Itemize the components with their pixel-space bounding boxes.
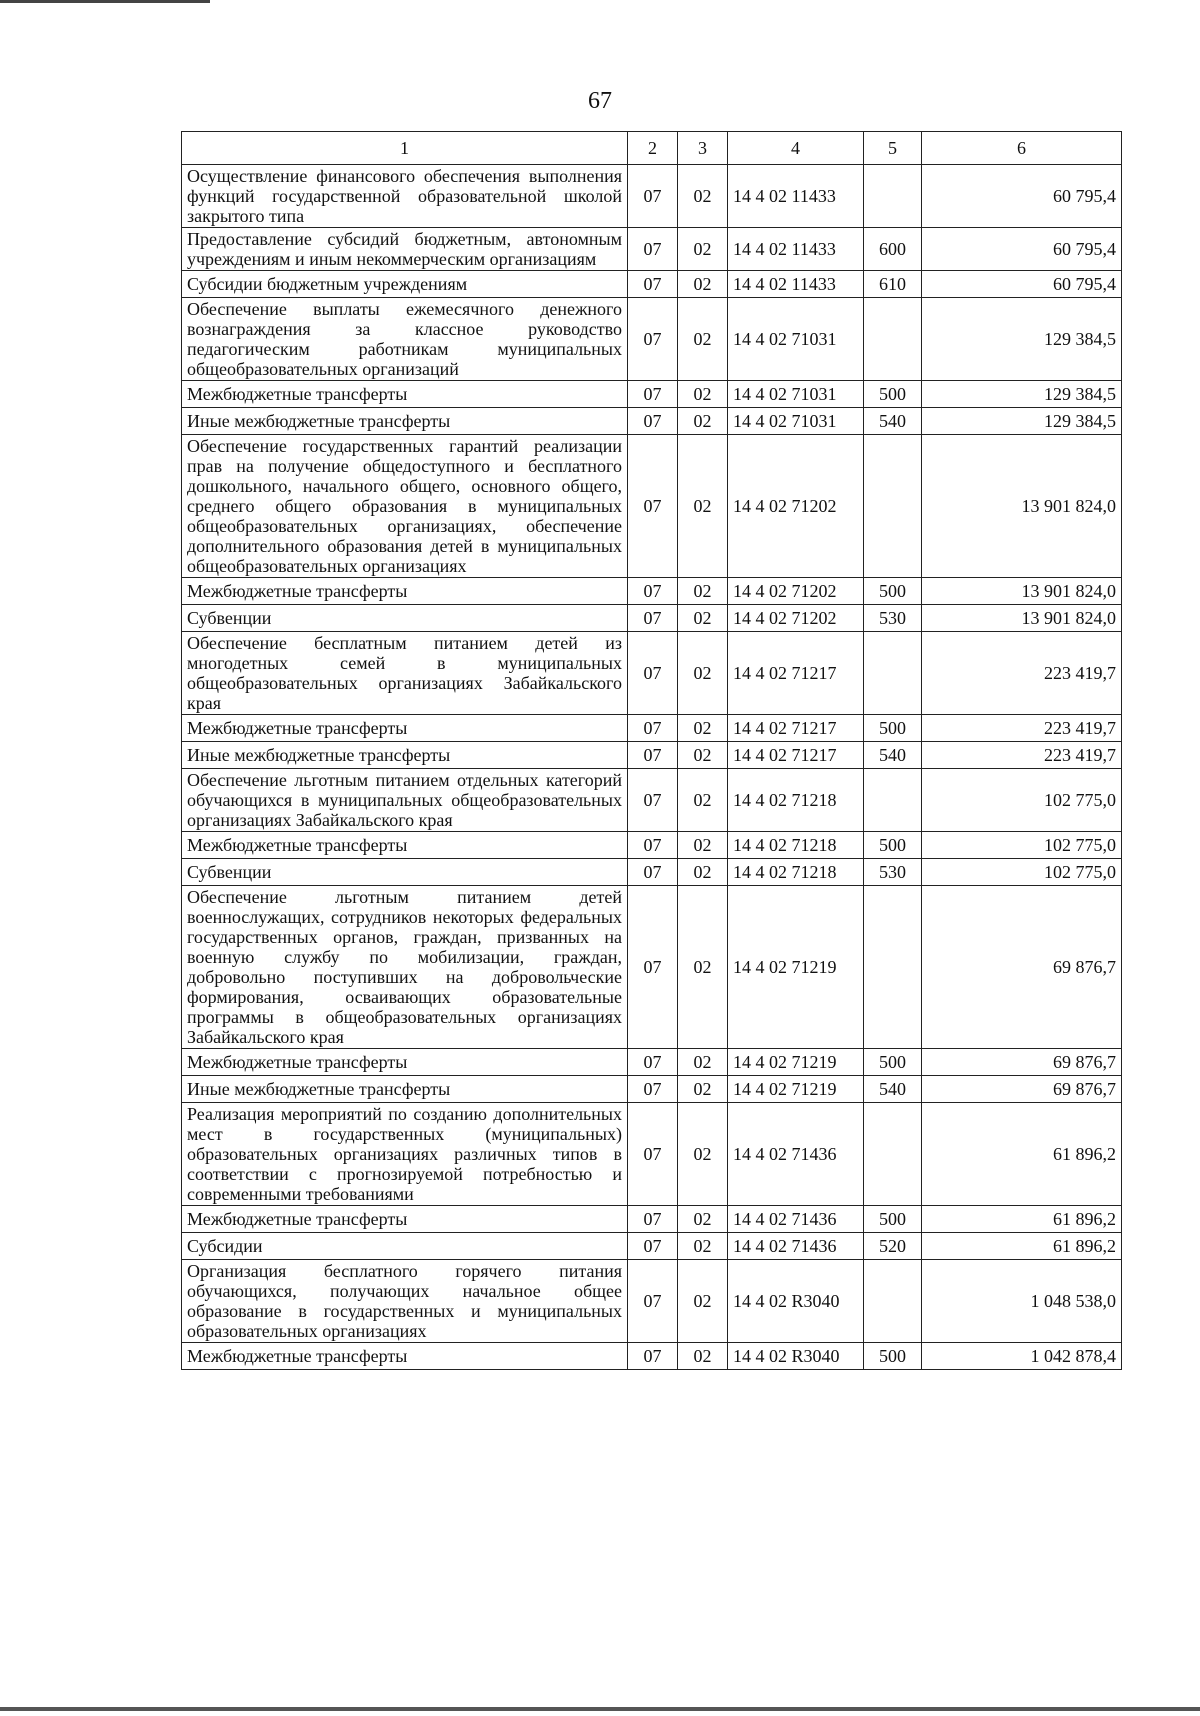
subsection-code-cell: 02 bbox=[678, 859, 728, 886]
amount-cell: 223 419,7 bbox=[922, 632, 1122, 715]
row-name-cell: Иные межбюджетные трансферты bbox=[182, 742, 628, 769]
table-row bbox=[182, 605, 1122, 632]
subsection-code-cell: 02 bbox=[678, 408, 728, 435]
target-article-cell: 14 4 02 71202 bbox=[728, 435, 864, 578]
expense-type-cell: 500 bbox=[864, 1049, 922, 1076]
table-row bbox=[182, 715, 1122, 742]
subsection-code-cell: 02 bbox=[678, 271, 728, 298]
subsection-code-cell: 02 bbox=[678, 742, 728, 769]
expense-type-cell: 500 bbox=[864, 578, 922, 605]
target-article-cell: 14 4 02 R3040 bbox=[728, 1343, 864, 1370]
amount-cell: 61 896,2 bbox=[922, 1233, 1122, 1260]
table-row bbox=[182, 859, 1122, 886]
table-row bbox=[182, 578, 1122, 605]
table-row bbox=[182, 832, 1122, 859]
table-row bbox=[182, 381, 1122, 408]
target-article-cell: 14 4 02 11433 bbox=[728, 271, 864, 298]
amount-cell: 60 795,4 bbox=[922, 228, 1122, 271]
subsection-code-cell: 02 bbox=[678, 1233, 728, 1260]
subsection-code-cell: 02 bbox=[678, 578, 728, 605]
subsection-code-cell: 02 bbox=[678, 632, 728, 715]
target-article-cell: 14 4 02 R3040 bbox=[728, 1260, 864, 1343]
amount-cell: 61 896,2 bbox=[922, 1103, 1122, 1206]
row-name-cell: Межбюджетные трансферты bbox=[182, 578, 628, 605]
amount-cell: 69 876,7 bbox=[922, 1076, 1122, 1103]
section-code-cell: 07 bbox=[628, 1233, 678, 1260]
target-article-cell: 14 4 02 71218 bbox=[728, 832, 864, 859]
expense-type-cell: 500 bbox=[864, 715, 922, 742]
row-name-cell: Межбюджетные трансферты bbox=[182, 1343, 628, 1370]
target-article-cell: 14 4 02 71219 bbox=[728, 886, 864, 1049]
subsection-code-cell: 02 bbox=[678, 605, 728, 632]
expense-type-cell: 520 bbox=[864, 1233, 922, 1260]
amount-cell: 223 419,7 bbox=[922, 742, 1122, 769]
subsection-code-cell: 02 bbox=[678, 298, 728, 381]
column-header: 5 bbox=[864, 132, 922, 165]
table-header-row bbox=[182, 132, 1122, 165]
row-name-cell: Обеспечение выплаты ежемесячного денежного вознаграждения за классное руководство педагогическим работникам муниципальных общеобразовательных организаций bbox=[182, 298, 628, 381]
amount-cell: 129 384,5 bbox=[922, 408, 1122, 435]
expense-type-cell: 610 bbox=[864, 271, 922, 298]
amount-cell: 60 795,4 bbox=[922, 165, 1122, 228]
amount-cell: 129 384,5 bbox=[922, 298, 1122, 381]
section-code-cell: 07 bbox=[628, 632, 678, 715]
subsection-code-cell: 02 bbox=[678, 435, 728, 578]
expense-type-cell: 540 bbox=[864, 408, 922, 435]
subsection-code-cell: 02 bbox=[678, 832, 728, 859]
column-header: 3 bbox=[678, 132, 728, 165]
expense-type-cell bbox=[864, 165, 922, 228]
row-name-cell: Обеспечение льготным питанием отдельных категорий обучающихся в муниципальных общеобразовательных организациях Забайкальского края bbox=[182, 769, 628, 832]
row-name-cell: Организация бесплатного горячего питания обучающихся, получающих начальное общее образование в государственных и муниципальных образовательных организациях bbox=[182, 1260, 628, 1343]
section-code-cell: 07 bbox=[628, 1343, 678, 1370]
table-row bbox=[182, 1076, 1122, 1103]
section-code-cell: 07 bbox=[628, 435, 678, 578]
row-name-cell: Иные межбюджетные трансферты bbox=[182, 1076, 628, 1103]
table-row bbox=[182, 165, 1122, 228]
target-article-cell: 14 4 02 71436 bbox=[728, 1233, 864, 1260]
expense-type-cell bbox=[864, 632, 922, 715]
table-row bbox=[182, 1049, 1122, 1076]
section-code-cell: 07 bbox=[628, 408, 678, 435]
table-row bbox=[182, 632, 1122, 715]
table-row bbox=[182, 886, 1122, 1049]
row-name-cell: Обеспечение льготным питанием детей военнослужащих, сотрудников некоторых федеральных государственных органов, граждан, призванных на военную службу по мобилизации, граждан, добровольно поступивших на добровольческие формирования, осваивающих образовательные программы в общеобразовательных организациях Забайкальского края bbox=[182, 886, 628, 1049]
row-name-cell: Межбюджетные трансферты bbox=[182, 715, 628, 742]
expense-type-cell bbox=[864, 769, 922, 832]
table-row bbox=[182, 408, 1122, 435]
target-article-cell: 14 4 02 71218 bbox=[728, 859, 864, 886]
expense-type-cell: 500 bbox=[864, 381, 922, 408]
target-article-cell: 14 4 02 71031 bbox=[728, 408, 864, 435]
target-article-cell: 14 4 02 71219 bbox=[728, 1076, 864, 1103]
section-code-cell: 07 bbox=[628, 859, 678, 886]
amount-cell: 223 419,7 bbox=[922, 715, 1122, 742]
target-article-cell: 14 4 02 71217 bbox=[728, 742, 864, 769]
subsection-code-cell: 02 bbox=[678, 1049, 728, 1076]
section-code-cell: 07 bbox=[628, 715, 678, 742]
amount-cell: 13 901 824,0 bbox=[922, 435, 1122, 578]
expense-type-cell: 540 bbox=[864, 1076, 922, 1103]
row-name-cell: Субвенции bbox=[182, 859, 628, 886]
subsection-code-cell: 02 bbox=[678, 228, 728, 271]
target-article-cell: 14 4 02 71217 bbox=[728, 715, 864, 742]
amount-cell: 61 896,2 bbox=[922, 1206, 1122, 1233]
section-code-cell: 07 bbox=[628, 298, 678, 381]
expense-type-cell: 530 bbox=[864, 859, 922, 886]
table-row bbox=[182, 435, 1122, 578]
column-header: 1 bbox=[182, 132, 628, 165]
row-name-cell: Межбюджетные трансферты bbox=[182, 832, 628, 859]
subsection-code-cell: 02 bbox=[678, 715, 728, 742]
table-body bbox=[182, 165, 1122, 1370]
section-code-cell: 07 bbox=[628, 228, 678, 271]
section-code-cell: 07 bbox=[628, 1206, 678, 1233]
amount-cell: 13 901 824,0 bbox=[922, 578, 1122, 605]
section-code-cell: 07 bbox=[628, 605, 678, 632]
section-code-cell: 07 bbox=[628, 832, 678, 859]
row-name-cell: Иные межбюджетные трансферты bbox=[182, 408, 628, 435]
target-article-cell: 14 4 02 11433 bbox=[728, 228, 864, 271]
amount-cell: 129 384,5 bbox=[922, 381, 1122, 408]
expense-type-cell: 500 bbox=[864, 1206, 922, 1233]
target-article-cell: 14 4 02 71219 bbox=[728, 1049, 864, 1076]
target-article-cell: 14 4 02 71202 bbox=[728, 578, 864, 605]
section-code-cell: 07 bbox=[628, 886, 678, 1049]
column-header: 4 bbox=[728, 132, 864, 165]
table-row bbox=[182, 742, 1122, 769]
amount-cell: 1 048 538,0 bbox=[922, 1260, 1122, 1343]
budget-table bbox=[181, 131, 1122, 1370]
amount-cell: 13 901 824,0 bbox=[922, 605, 1122, 632]
target-article-cell: 14 4 02 71202 bbox=[728, 605, 864, 632]
target-article-cell: 14 4 02 71031 bbox=[728, 298, 864, 381]
row-name-cell: Межбюджетные трансферты bbox=[182, 381, 628, 408]
target-article-cell: 14 4 02 71218 bbox=[728, 769, 864, 832]
table-row bbox=[182, 1233, 1122, 1260]
subsection-code-cell: 02 bbox=[678, 1076, 728, 1103]
expense-type-cell bbox=[864, 1260, 922, 1343]
table-row bbox=[182, 298, 1122, 381]
subsection-code-cell: 02 bbox=[678, 381, 728, 408]
scan-edge-bottom bbox=[0, 1707, 1200, 1711]
section-code-cell: 07 bbox=[628, 381, 678, 408]
subsection-code-cell: 02 bbox=[678, 165, 728, 228]
target-article-cell: 14 4 02 71436 bbox=[728, 1103, 864, 1206]
section-code-cell: 07 bbox=[628, 1260, 678, 1343]
row-name-cell: Обеспечение бесплатным питанием детей из многодетных семей в муниципальных общеобразовательных организациях Забайкальского края bbox=[182, 632, 628, 715]
amount-cell: 69 876,7 bbox=[922, 886, 1122, 1049]
column-header: 2 bbox=[628, 132, 678, 165]
expense-type-cell: 600 bbox=[864, 228, 922, 271]
row-name-cell: Субсидии bbox=[182, 1233, 628, 1260]
expense-type-cell bbox=[864, 886, 922, 1049]
column-header: 6 bbox=[922, 132, 1122, 165]
expense-type-cell: 500 bbox=[864, 832, 922, 859]
section-code-cell: 07 bbox=[628, 1049, 678, 1076]
table-row bbox=[182, 769, 1122, 832]
table-row bbox=[182, 1103, 1122, 1206]
expense-type-cell: 530 bbox=[864, 605, 922, 632]
table-row bbox=[182, 1260, 1122, 1343]
target-article-cell: 14 4 02 71031 bbox=[728, 381, 864, 408]
scan-edge-top bbox=[0, 0, 210, 3]
subsection-code-cell: 02 bbox=[678, 1343, 728, 1370]
expense-type-cell bbox=[864, 1103, 922, 1206]
subsection-code-cell: 02 bbox=[678, 886, 728, 1049]
expense-type-cell bbox=[864, 298, 922, 381]
table-row bbox=[182, 1206, 1122, 1233]
row-name-cell: Обеспечение государственных гарантий реализации прав на получение общедоступного и бесплатного дошкольного, начального общего, основного общего, среднего общего образования в муниципальных общеобразовательных организациях, обеспечение дополнительного образования детей в муниципальных общеобразовательных организациях bbox=[182, 435, 628, 578]
section-code-cell: 07 bbox=[628, 769, 678, 832]
row-name-cell: Реализация мероприятий по созданию дополнительных мест в государственных (муниципальных) образовательных организациях различных типов в соответствии с прогнозируемой потребностью и современными требованиями bbox=[182, 1103, 628, 1206]
section-code-cell: 07 bbox=[628, 742, 678, 769]
subsection-code-cell: 02 bbox=[678, 769, 728, 832]
target-article-cell: 14 4 02 71436 bbox=[728, 1206, 864, 1233]
table-row bbox=[182, 228, 1122, 271]
expense-type-cell: 540 bbox=[864, 742, 922, 769]
amount-cell: 102 775,0 bbox=[922, 859, 1122, 886]
row-name-cell: Межбюджетные трансферты bbox=[182, 1049, 628, 1076]
row-name-cell: Субвенции bbox=[182, 605, 628, 632]
amount-cell: 1 042 878,4 bbox=[922, 1343, 1122, 1370]
amount-cell: 102 775,0 bbox=[922, 832, 1122, 859]
expense-type-cell bbox=[864, 435, 922, 578]
row-name-cell: Предоставление субсидий бюджетным, автономным учреждениям и иным некоммерческим организациям bbox=[182, 228, 628, 271]
section-code-cell: 07 bbox=[628, 1076, 678, 1103]
subsection-code-cell: 02 bbox=[678, 1103, 728, 1206]
amount-cell: 69 876,7 bbox=[922, 1049, 1122, 1076]
table-row bbox=[182, 271, 1122, 298]
table-row bbox=[182, 1343, 1122, 1370]
target-article-cell: 14 4 02 11433 bbox=[728, 165, 864, 228]
row-name-cell: Осуществление финансового обеспечения выполнения функций государственной образовательной школой закрытого типа bbox=[182, 165, 628, 228]
page-number: 67 bbox=[588, 88, 612, 114]
row-name-cell: Межбюджетные трансферты bbox=[182, 1206, 628, 1233]
subsection-code-cell: 02 bbox=[678, 1260, 728, 1343]
expense-type-cell: 500 bbox=[864, 1343, 922, 1370]
row-name-cell: Субсидии бюджетным учреждениям bbox=[182, 271, 628, 298]
section-code-cell: 07 bbox=[628, 578, 678, 605]
target-article-cell: 14 4 02 71217 bbox=[728, 632, 864, 715]
section-code-cell: 07 bbox=[628, 165, 678, 228]
amount-cell: 60 795,4 bbox=[922, 271, 1122, 298]
amount-cell: 102 775,0 bbox=[922, 769, 1122, 832]
section-code-cell: 07 bbox=[628, 271, 678, 298]
section-code-cell: 07 bbox=[628, 1103, 678, 1206]
subsection-code-cell: 02 bbox=[678, 1206, 728, 1233]
